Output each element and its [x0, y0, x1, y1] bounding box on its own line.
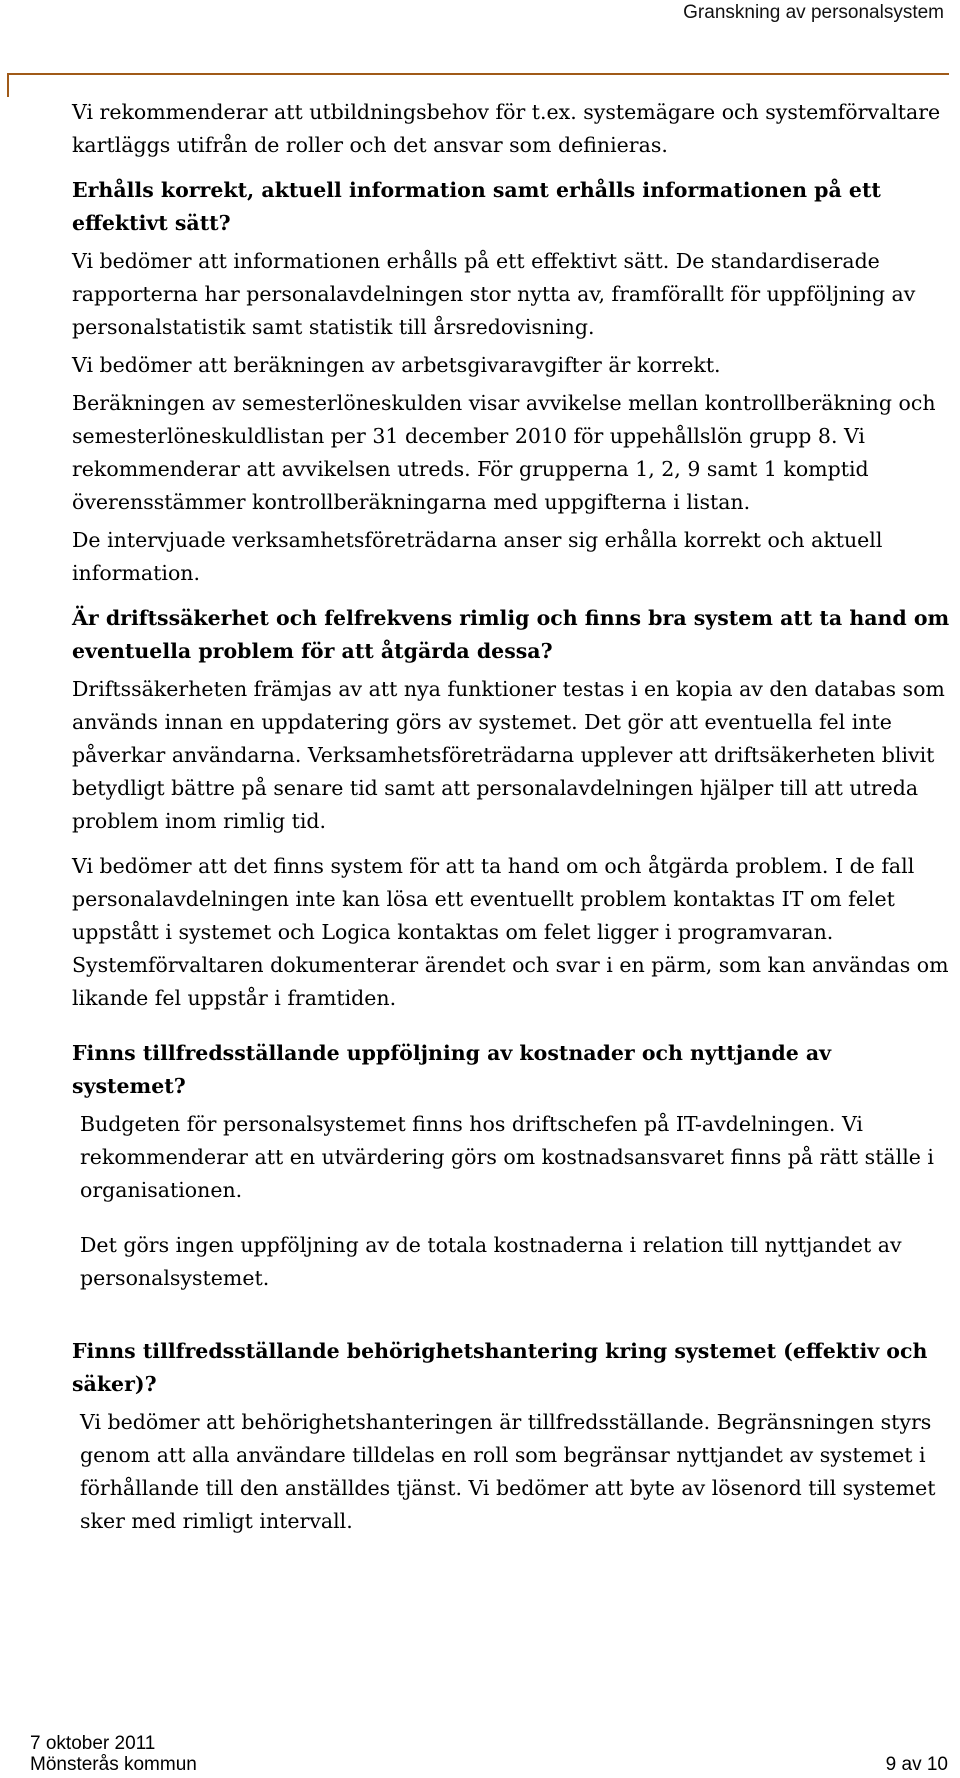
paragraph-information-efficiency: Vi bedömer att informationen erhålls på ett effektivt sätt. De standardiserade rapporterna har personalavdelningen stor nytta av, framförallt för uppföljning av personalstatistik samt statistik till årsredovisning. — [72, 249, 916, 339]
paragraph-problem-handling: Vi bedömer att det finns system för att ta hand om och åtgärda problem. I de fall personalavdelningen inte kan lösa ett eventuellt problem kontaktas IT om felet uppstått i systemet och Logica kontaktas om felet ligger i programvaran. Systemförvaltaren dokumenterar ärendet och svar i en pärm, som kan användas om likande fel uppstår i framtiden. — [72, 854, 949, 1010]
question-access-management: Finns tillfredsställande behörighetshantering kring systemet (effektiv och säker)? — [72, 1339, 928, 1396]
question-operational-reliability: Är driftssäkerhet och felfrekvens rimlig och finns bra system att ta hand om eventuella problem för att åtgärda dessa? — [72, 606, 950, 663]
question-information: Erhålls korrekt, aktuell information samt erhålls informationen på ett effektivt sätt? — [72, 178, 881, 235]
document-body — [72, 96, 950, 1538]
question-cost-follow-up: Finns tillfredsställande uppföljning av kostnader och nyttjande av systemet? — [72, 1041, 832, 1098]
paragraph-cost-follow-up: Det görs ingen uppföljning av de totala kostnaderna i relation till nyttjandet av personalsystemet. — [80, 1233, 902, 1290]
footer-page-number: 9 av 10 — [885, 1754, 948, 1775]
paragraph-interviewees-information: De intervjuade verksamhetsföreträdarna anser sig erhålla korrekt och aktuell information. — [72, 528, 883, 585]
paragraph-training: Vi rekommenderar att utbildningsbehov för t.ex. systemägare och systemförvaltare kartläggs utifrån de roller och det ansvar som definieras. — [72, 100, 941, 157]
paragraph-reliability: Driftssäkerheten främjas av att nya funktioner testas i en kopia av den databas som används innan en uppdatering görs av systemet. Det gör att eventuella fel inte påverkar användarna. Verksamhetsföreträdarna upplever att driftsäkerheten blivit betydligt bättre på senare tid samt att personalavdelningen hjälper till att utreda problem inom rimlig tid. — [72, 677, 945, 833]
paragraph-budget: Budgeten för personalsystemet finns hos driftschefen på IT-avdelningen. Vi rekommenderar att en utvärdering görs om kostnadsansvaret finns på rätt ställe i organisationen. — [80, 1112, 934, 1202]
header-divider — [7, 73, 949, 97]
paragraph-employer-fees: Vi bedömer att beräkningen av arbetsgivaravgifter är korrekt. — [72, 353, 721, 377]
paragraph-access-management: Vi bedömer att behörighetshanteringen är tillfredsställande. Begränsningen styrs genom att alla användare tilldelas en roll som begränsar nyttjandet av systemet i förhållande till den anställdes tjänst. Vi bedömer att byte av lösenord till systemet sker med rimligt intervall. — [80, 1410, 936, 1533]
footer-organization: Mönsterås kommun — [30, 1754, 197, 1775]
page-header-title: Granskning av personalsystem — [683, 2, 944, 23]
footer-date: 7 oktober 2011 — [30, 1733, 156, 1754]
paragraph-holiday-pay-liability: Beräkningen av semesterlöneskulden visar avvikelse mellan kontrollberäkning och semesterlöneskuldlistan per 31 december 2010 för uppehållslön grupp 8. Vi rekommenderar att avvikelsen utreds. För grupperna 1, 2, 9 samt 1 komptid överensstämmer kontrollberäkningarna med uppgifterna i listan. — [72, 391, 936, 514]
